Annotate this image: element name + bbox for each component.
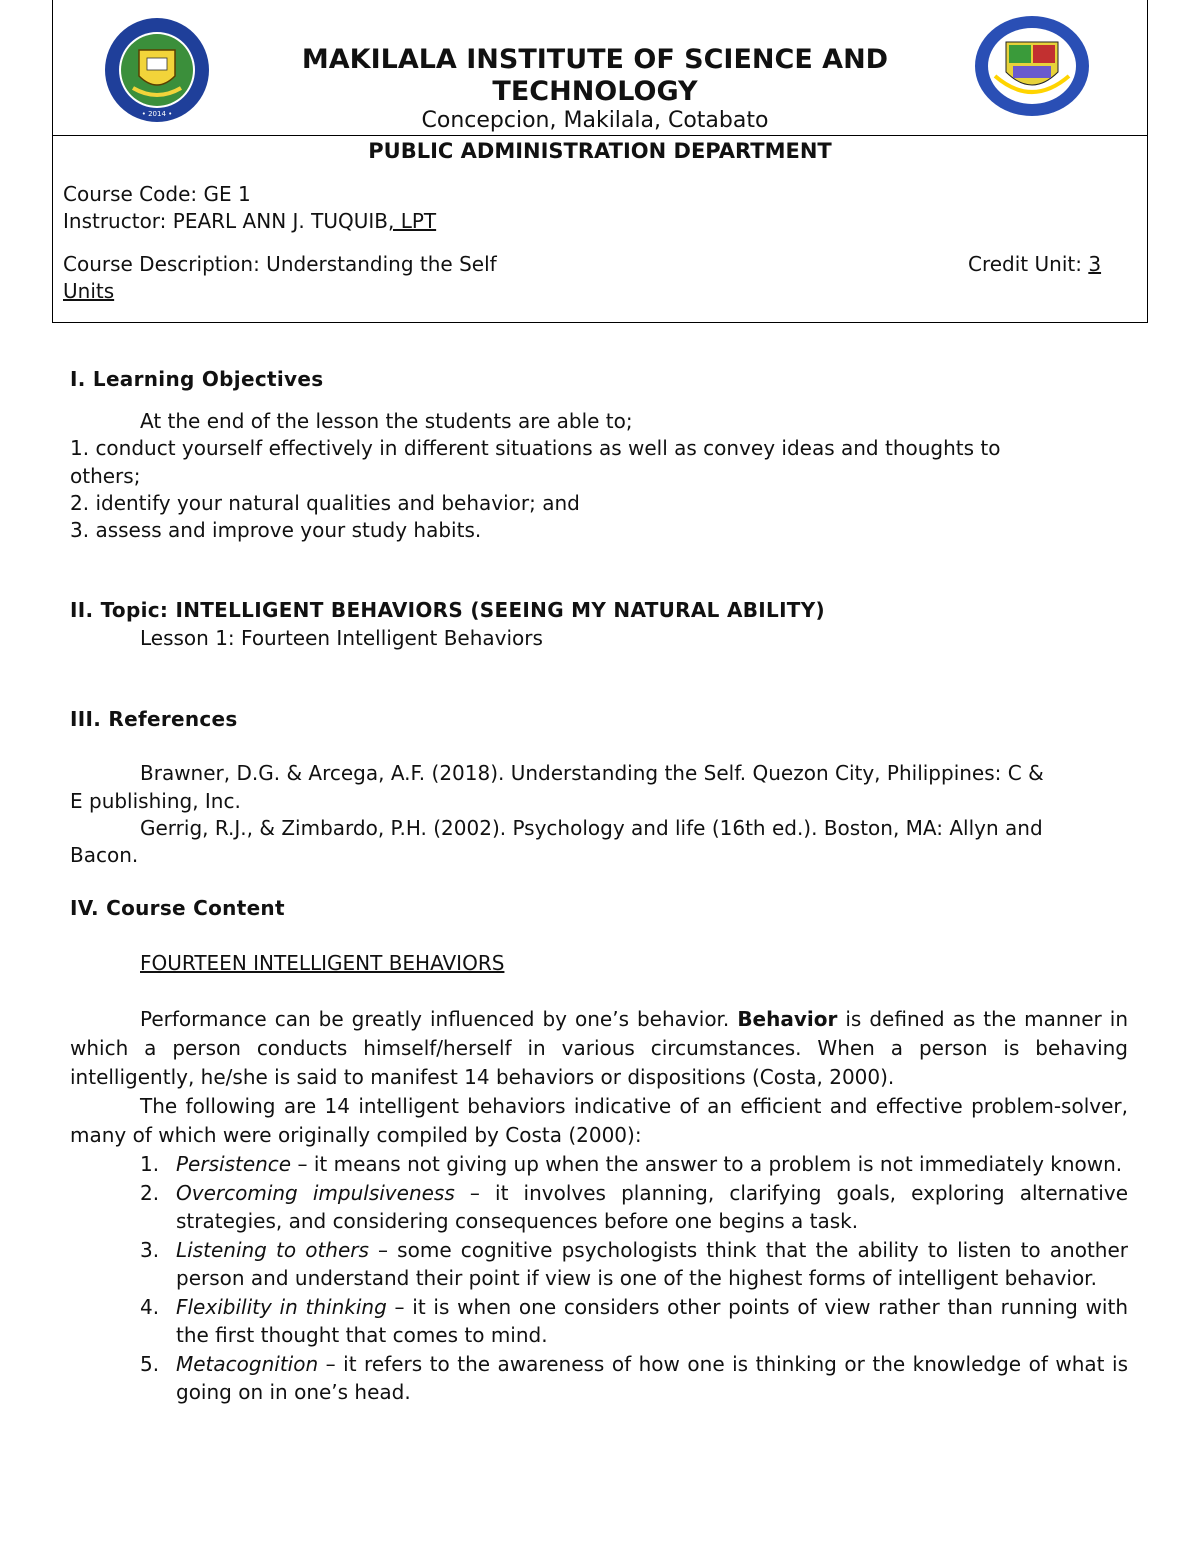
reference-2-line1: Gerrig, R.J., & Zimbardo, P.H. (2002). Psychology and life (16th ed.). Boston, MA: Allyn and xyxy=(140,816,1043,840)
course-code: Course Code: GE 1 xyxy=(63,182,251,206)
behavior-paragraph-lead: Performance can be greatly influenced by one’s behavior. xyxy=(140,1007,738,1031)
department-title: PUBLIC ADMINISTRATION DEPARTMENT xyxy=(368,139,832,163)
learning-objectives-heading: I. Learning Objectives xyxy=(70,367,324,391)
reference-2-line2: Bacon. xyxy=(70,843,139,867)
reference-1-line2: E publishing, Inc. xyxy=(70,789,241,813)
list-item-term: Overcoming impulsiveness xyxy=(176,1180,455,1205)
school-name-line2: TECHNOLOGY xyxy=(492,76,698,107)
reference-1-line1: Brawner, D.G. & Arcega, A.F. (2018). Understanding the Self. Quezon City, Philippines: C & xyxy=(140,761,1044,785)
content-subtitle: FOURTEEN INTELLIGENT BEHAVIORS xyxy=(140,951,505,975)
credit-units-word: Units xyxy=(63,279,115,303)
objectives-intro: At the end of the lesson the students are able to; xyxy=(140,409,633,433)
school-seal-logo xyxy=(103,16,211,124)
list-item-number: 4. xyxy=(140,1294,160,1319)
list-item xyxy=(140,1293,1128,1350)
list-item-term: Metacognition xyxy=(176,1351,319,1376)
objective-1-line2: others; xyxy=(70,464,141,488)
behavior-term: Behavior xyxy=(737,1007,838,1031)
behaviors-list xyxy=(140,1150,1128,1407)
topic-heading: II. Topic: INTELLIGENT BEHAVIORS (SEEING MY NATURAL ABILITY) xyxy=(70,598,825,622)
course-description: Course Description: Understanding the Self xyxy=(63,252,497,276)
list-item-number: 1. xyxy=(140,1152,160,1176)
list-item-description: – it refers to the awareness of how one is thinking or the knowledge of what is going on in one’s head. xyxy=(176,1351,1128,1404)
list-item xyxy=(140,1350,1128,1407)
lesson-title: Lesson 1: Fourteen Intelligent Behaviors xyxy=(140,626,543,650)
list-item xyxy=(140,1236,1128,1293)
list-item-term: Listening to others xyxy=(176,1237,369,1262)
list-item xyxy=(140,1150,1128,1179)
list-item-term: Flexibility in thinking xyxy=(176,1294,387,1319)
list-item-description: – some cognitive psychologists think that the ability to listen to another person and understand their point if view is one of the highest forms of intelligent behavior. xyxy=(176,1237,1129,1290)
list-item-number: 5. xyxy=(140,1351,160,1376)
behavior-paragraph-rest: is defined as the manner in which a person conducts himself/herself in various circumstances. When a person is behaving intelligently, he/she is said to manifest 14 behaviors or dispositions (Costa, 2000). xyxy=(70,1007,1128,1089)
list-item-description: – it means not giving up when the answer to a problem is not immediately known. xyxy=(291,1152,1123,1176)
school-name-line1: MAKILALA INSTITUTE OF SCIENCE AND xyxy=(301,44,889,75)
references-heading: III. References xyxy=(70,707,238,731)
objective-1-line1: 1. conduct yourself effectively in different situations as well as convey ideas and thoughts to xyxy=(70,436,1001,460)
list-item-description: – it involves planning, clarifying goals, exploring alternative strategies, and considering consequences before one begins a task. xyxy=(176,1180,1128,1233)
credit-unit-label: Credit Unit: xyxy=(968,252,1082,276)
course-content-heading: IV. Course Content xyxy=(70,896,285,920)
list-item-number: 2. xyxy=(140,1180,160,1205)
department-seal-logo xyxy=(973,14,1091,118)
objective-3: 3. assess and improve your study habits. xyxy=(70,518,482,542)
list-item-description: – it is when one considers other points of view rather than running with the first thought that comes to mind. xyxy=(176,1294,1128,1347)
instructor-line xyxy=(63,208,436,234)
credit-unit-value: 3 xyxy=(1088,252,1102,276)
svg-text:• 2014 •: • 2014 • xyxy=(141,110,173,118)
list-item-number: 3. xyxy=(140,1237,160,1262)
school-address: Concepcion, Makilala, Cotabato xyxy=(421,108,769,133)
instructor-name: Instructor: PEARL ANN J. TUQUIB xyxy=(63,209,388,233)
list-item-term: Persistence xyxy=(176,1152,292,1176)
credit-unit xyxy=(968,251,1101,277)
header-divider xyxy=(52,135,1148,136)
instructor-credential: , LPT xyxy=(387,209,437,233)
list-item xyxy=(140,1179,1128,1236)
list-intro-paragraph: The following are 14 intelligent behaviors indicative of an efficient and effective problem-solver, many of which were originally compiled by Costa (2000): xyxy=(70,1094,1128,1147)
behavior-paragraph xyxy=(70,1005,1128,1092)
objective-2: 2. identify your natural qualities and behavior; and xyxy=(70,491,580,515)
